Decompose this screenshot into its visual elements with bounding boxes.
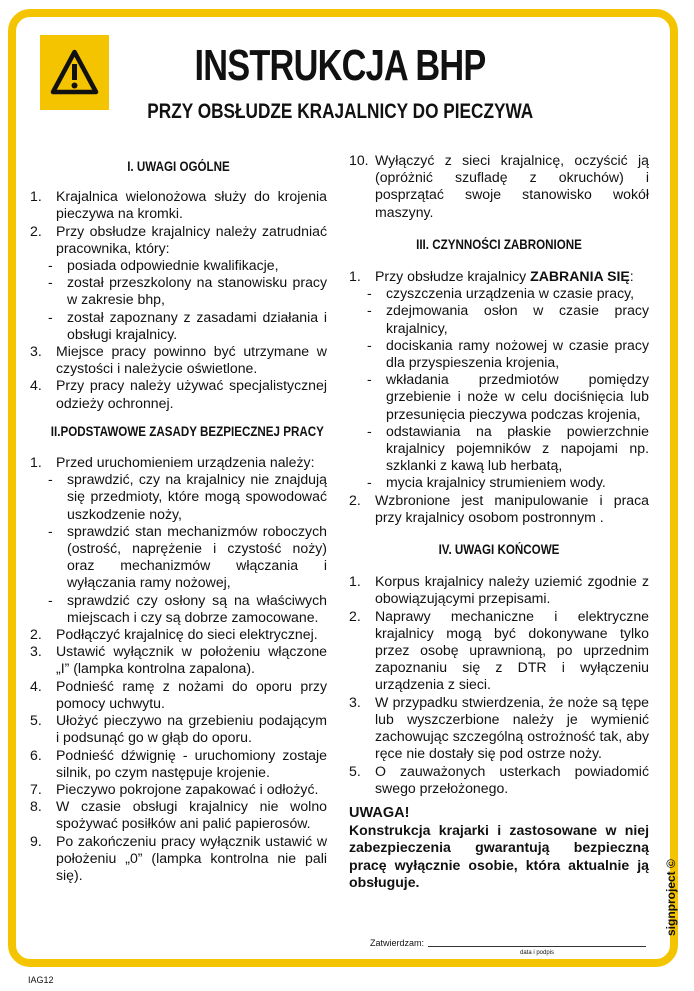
item-text: zdejmowania osłon w czasie pracy krajalnicy,: [386, 302, 649, 336]
item-text: został zapoznany z zasadami działania i obsługi krajalnicy.: [67, 308, 327, 342]
dash-bullet: -: [48, 257, 53, 274]
item-text: Ułożyć pieczywo na grzebieniu podającym i podsunąć go w głąb do oporu.: [56, 712, 327, 746]
sub-list-item: [349, 285, 649, 302]
right-column: [349, 152, 649, 891]
dash-bullet: -: [48, 522, 53, 539]
list-item: [30, 712, 327, 746]
item-number: 6.: [30, 746, 42, 763]
dash-bullet: -: [48, 471, 53, 488]
item-text: Pieczywo pokrojone zapakować i odłożyć.: [56, 780, 319, 797]
item-text: W czasie obsługi krajalnicy nie wolno spożywać posiłków ani palić papierosów.: [56, 798, 327, 832]
item-text: wkładania przedmiotów pomiędzy grzebienie i noże w celu dociśnięcia lub przesunięcia pieczywa podczas krojenia,: [386, 371, 649, 422]
item-text: Podnieść ramę z nożami do oporu przy pomocy uchwytu.: [56, 677, 327, 711]
notice-heading: UWAGA!: [349, 804, 410, 821]
section-heading: III. CZYNNOŚCI ZABRONIONE: [416, 236, 582, 252]
dash-bullet: -: [367, 336, 372, 353]
warning-badge: [40, 35, 109, 110]
list-item: [349, 694, 649, 763]
item-text: został przeszkolony na stanowisku pracy w zakresie bhp,: [67, 274, 327, 308]
dash-bullet: -: [48, 591, 53, 608]
item-text: sprawdzić, czy na krajalnicy nie znajdują się przedmioty, które mogą spowodować uszkodzenie noży,: [67, 471, 327, 522]
item-text: mycia krajalnicy strumieniem wody.: [386, 474, 606, 491]
item-number: 4.: [30, 377, 42, 394]
item-text: dociskania ramy nożowej w czasie pracy dla przyspieszenia krojenia,: [386, 336, 649, 371]
item-text: Przed uruchomieniem urządzenia należy:: [56, 454, 315, 471]
list-item: [30, 678, 327, 712]
item-text: Po zakończeniu pracy wyłącznik ustawić w położeniu „0” (lampka kontrolna nie pali się).: [56, 832, 327, 883]
signature-line: [428, 946, 646, 947]
item-number: 9.: [30, 832, 42, 849]
signature-caption: data i podpis: [520, 950, 555, 956]
item-number: 3.: [30, 343, 42, 360]
list-item: [30, 781, 327, 798]
item-number: 10.: [349, 152, 369, 168]
section-heading: I. UWAGI OGÓLNE: [127, 159, 230, 174]
item-text: czyszczenia urządzenia w czasie pracy,: [386, 285, 635, 302]
item-text: Przy pracy należy używać specjalistycznej odzieży ochronnej.: [56, 377, 327, 411]
item-text: Korpus krajalnicy należy uziemić zgodnie z obowiązującymi przepisami.: [375, 573, 649, 607]
item-text: Ustawić wyłącznik w położeniu włączone „I” (lampka kontrolna zapalona).: [56, 643, 327, 677]
list-item: [30, 798, 327, 832]
list-item: [30, 188, 327, 222]
left-column: [30, 152, 327, 884]
item-number: 2.: [349, 607, 361, 624]
list-item: 1. Przy obsłudze krajalnicy ZABRANIA SIĘ:: [349, 268, 634, 285]
item-number: 5.: [30, 712, 42, 729]
item-text: Wyłączyć z sieci krajalnicę, oczyścić ją (opróżnić szufladę z okruchów) i posprzątać swoje stanowisko wokół maszyny.: [375, 152, 649, 220]
item-number: 7.: [30, 780, 42, 797]
brand-mark: signproject ©: [664, 859, 678, 936]
list-item: [30, 626, 327, 643]
item-number: 4.: [30, 677, 42, 694]
dash-bullet: -: [48, 274, 53, 291]
page-title: INSTRUKCJA BHP: [194, 41, 486, 90]
sub-list-item: [349, 474, 649, 491]
item-number: 1.: [30, 454, 42, 471]
item-text: O zauważonych usterkach powiadomić swego przełożonego.: [375, 762, 649, 796]
list-item: [349, 608, 649, 694]
item-text: odstawiania na płaskie powierzchnie krajalnicy pojemników z napojami np. szklanki z kawą lub herbatą,: [386, 422, 649, 474]
item-number: 1.: [30, 188, 42, 205]
item-number: 8.: [30, 798, 42, 815]
item-text: Podłączyć krajalnicę do sieci elektrycznej.: [56, 626, 318, 643]
item-text: Naprawy mechaniczne i elektryczne krajalnicy mogą być dokonywane tylko przez osobę uprawnioną, po uprzednim zapoznaniu się z DTR i wyłączeniu urządzenia z sieci.: [375, 607, 649, 693]
list-item: [349, 763, 649, 797]
product-code: IAG12: [28, 975, 54, 985]
list-item: [30, 223, 327, 257]
item-text: sprawdzić czy osłony są na właściwych miejscach i czy są dobrze zamocowane.: [67, 591, 327, 625]
section-heading: IV. UWAGI KOŃCOWE: [438, 542, 560, 558]
sub-list-item: [30, 471, 327, 523]
sub-list-item: [349, 423, 649, 475]
approval-label: Zatwierdzam:: [370, 938, 425, 948]
dash-bullet: -: [48, 308, 53, 325]
dash-bullet: -: [367, 422, 372, 439]
item-number: 5.: [349, 762, 361, 779]
dash-bullet: -: [367, 474, 372, 491]
page-subtitle: PRZY OBSŁUDZE KRAJALNICY DO PIECZYWA: [147, 100, 534, 123]
section-heading: II.PODSTAWOWE ZASADY BEZPIECZNEJ PRACY: [50, 423, 324, 439]
list-item: [30, 377, 327, 411]
item-number: 3.: [349, 693, 361, 710]
notice-text: Konstrukcja krajarki i zastosowane w niej zabezpieczenia gwarantują bezpieczną pracę wyłącznie osobie, która aktualnie ją obsługuje.: [349, 822, 649, 890]
sub-list-item: [30, 257, 327, 274]
dash-bullet: -: [367, 302, 372, 319]
list-item: [30, 643, 327, 677]
sub-list-item: [349, 302, 649, 336]
item-text: W przypadku stwierdzenia, że noże są tępe lub wyszczerbione należy je wymienić zachowując szczególną ostrożność tak, aby ręce nie dostały się pod ostrze noży.: [375, 693, 649, 762]
list-item: [30, 833, 327, 885]
list-item: [30, 343, 327, 377]
sub-list-item: [349, 371, 649, 423]
item-text: Wzbronione jest manipulowanie i praca przy krajalnicy osobom postronnym .: [375, 491, 649, 525]
item-number: 2.: [30, 222, 42, 239]
item-text: Podnieść dźwignię - uruchomiony zostaje silnik, po czym następuje krojenie.: [56, 746, 327, 780]
list-item: [349, 152, 649, 221]
list-item: [349, 573, 649, 607]
sub-list-item: [30, 592, 327, 626]
sub-list-item: [349, 337, 649, 371]
list-item: [30, 747, 327, 781]
item-text: Przy obsłudze krajalnicy należy zatrudniać pracownika, który:: [56, 222, 327, 256]
item-text: posiada odpowiednie kwalifikacje,: [67, 257, 279, 274]
dash-bullet: -: [367, 285, 372, 302]
list-item: [349, 492, 649, 526]
item-number: 1.: [349, 573, 361, 590]
item-text: Miejsce pracy powinno być utrzymane w czystości i należycie oświetlone.: [56, 343, 327, 377]
item-text: sprawdzić stan mechanizmów roboczych (ostrość, naprężenie i czystość noży) oraz mechanizmów włączania i wyłączania ramy nożowej,: [67, 522, 327, 591]
item-number: 2.: [349, 491, 361, 508]
item-text: Krajalnica wielonożowa służy do krojenia pieczywa na kromki.: [56, 188, 327, 222]
sub-list-item: [30, 309, 327, 343]
sub-list-item: [30, 523, 327, 592]
warning-triangle-icon: [40, 35, 109, 110]
item-number: 3.: [30, 643, 42, 660]
sub-list-item: [30, 274, 327, 308]
item-number: 2.: [30, 626, 42, 643]
list-item: [30, 454, 327, 471]
dash-bullet: -: [367, 371, 372, 388]
